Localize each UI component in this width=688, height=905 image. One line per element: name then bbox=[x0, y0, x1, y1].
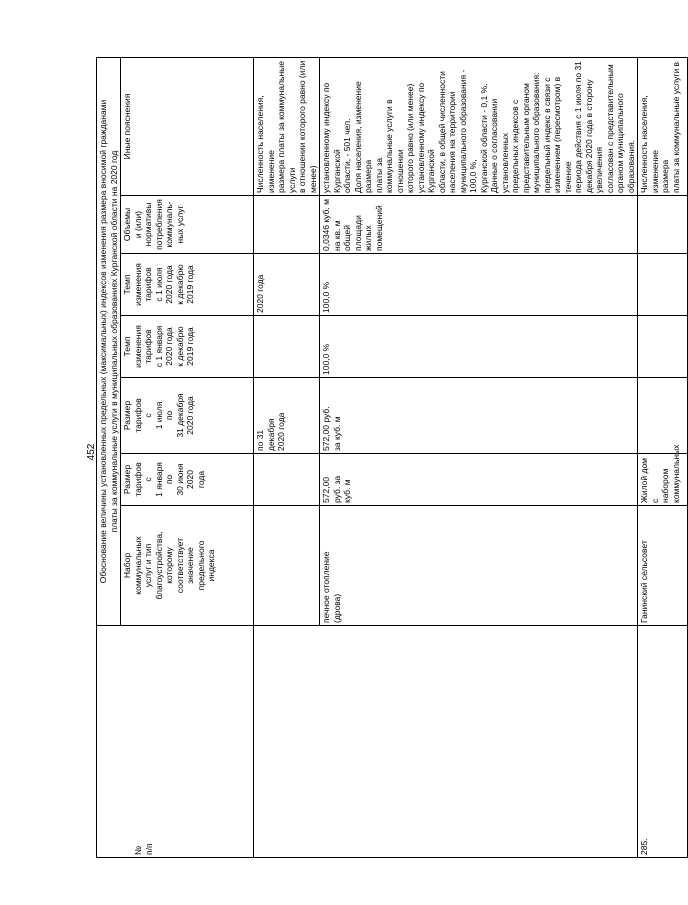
municipality-cell-current bbox=[254, 626, 638, 858]
service-cell-cont bbox=[254, 506, 320, 626]
table-title: Обоснование величины установленных предельных (максимальных) индексов изменения размера вносимой гражданами платы за коммунальные услуги в муниципальных образованиях Курганской области на 2020 год bbox=[97, 58, 121, 626]
volumes-cell-cont bbox=[254, 196, 320, 254]
volumes-cell: 0,0346 куб. м на кв. м общей площади жилых помещений bbox=[320, 196, 638, 254]
tariff-jul-cell-next bbox=[638, 316, 688, 378]
service-cell-next: Жилой дом с набором коммунальных bbox=[638, 454, 688, 506]
service-cell: печное отопление (дрова) bbox=[320, 506, 638, 626]
municipality-cell: Ганинский сельсовет bbox=[638, 506, 688, 626]
rate-jan-cell-next bbox=[638, 254, 688, 316]
header-tariff-jul: Размер тарифов с 1 июля по 31 декабря 2020 года bbox=[121, 378, 254, 454]
tariff-index-table bbox=[96, 57, 688, 858]
notes-cell: установленному индексу по Курганской области, - 501 чел. Доля населения, изменение размера платы за коммунальные услуги в отношении которого равно (или менее) установленному индексу по Курганской области, в общей численности населения на территории муниципального образования - 100,0 %, Курганской области - 0,1 %. Данные о согласовании установленных предельных индексов с представительным органом муниципального образования: предельный индекс в связи с изменением (пересмотром) в течение периода действия с 1 июля по 31 декабря 2020 года в сторону увеличения согласован с представительным органом муниципального образования. bbox=[320, 58, 638, 196]
header-notes: Иные пояснения bbox=[121, 58, 254, 196]
header-num: № п/п bbox=[97, 626, 254, 858]
tariff-jan-cell-cont bbox=[254, 454, 320, 506]
rotated-table-container bbox=[96, 58, 681, 858]
notes-cell-cont: Численность населения, изменение размера платы за коммунальные услуги в отношении которого равно (или менее) bbox=[254, 58, 320, 196]
header-rate-jan: Темп изменения тарифов с 1 января 2020 года к декабрю 2019 года bbox=[121, 316, 254, 378]
table-row bbox=[638, 58, 688, 858]
tariff-jan-cell-next bbox=[638, 378, 688, 454]
table-row bbox=[254, 58, 320, 858]
header-tariff-jan: Размер тарифов с 1 января по 30 июня 2020 года bbox=[121, 454, 254, 506]
header-volumes: Объемы и (или) нормативы потребления коммуналь- ных услуг bbox=[121, 196, 254, 254]
tariff-jul-cell: 572,00 руб. за куб. м bbox=[320, 378, 638, 454]
rate-jul-cell-next bbox=[638, 196, 688, 254]
rate-jul-cell: 100,0 % bbox=[320, 254, 638, 316]
tariff-jul-cell-cont: по 31 декабря 2020 года bbox=[254, 378, 320, 454]
rate-jan-cell: 100,0 % bbox=[320, 316, 638, 378]
notes-cell-next: Численность населения, изменение размера платы за коммунальные услуги в bbox=[638, 58, 688, 196]
num-cell: 285. bbox=[638, 626, 688, 858]
tariff-jan-cell: 572,00 руб. за куб. м bbox=[320, 454, 638, 506]
header-service: Набор коммунальных услуг и тип благоустройства, которому соответствует значение предельного индекса bbox=[121, 506, 254, 626]
rate-jul-cell-cont: 2020 года bbox=[254, 254, 320, 316]
header-rate-jul: Темп изменения тарифов с 1 июля 2020 года к декабрю 2019 года bbox=[121, 254, 254, 316]
page-number: 452 bbox=[86, 443, 97, 461]
rate-jan-cell-cont bbox=[254, 316, 320, 378]
